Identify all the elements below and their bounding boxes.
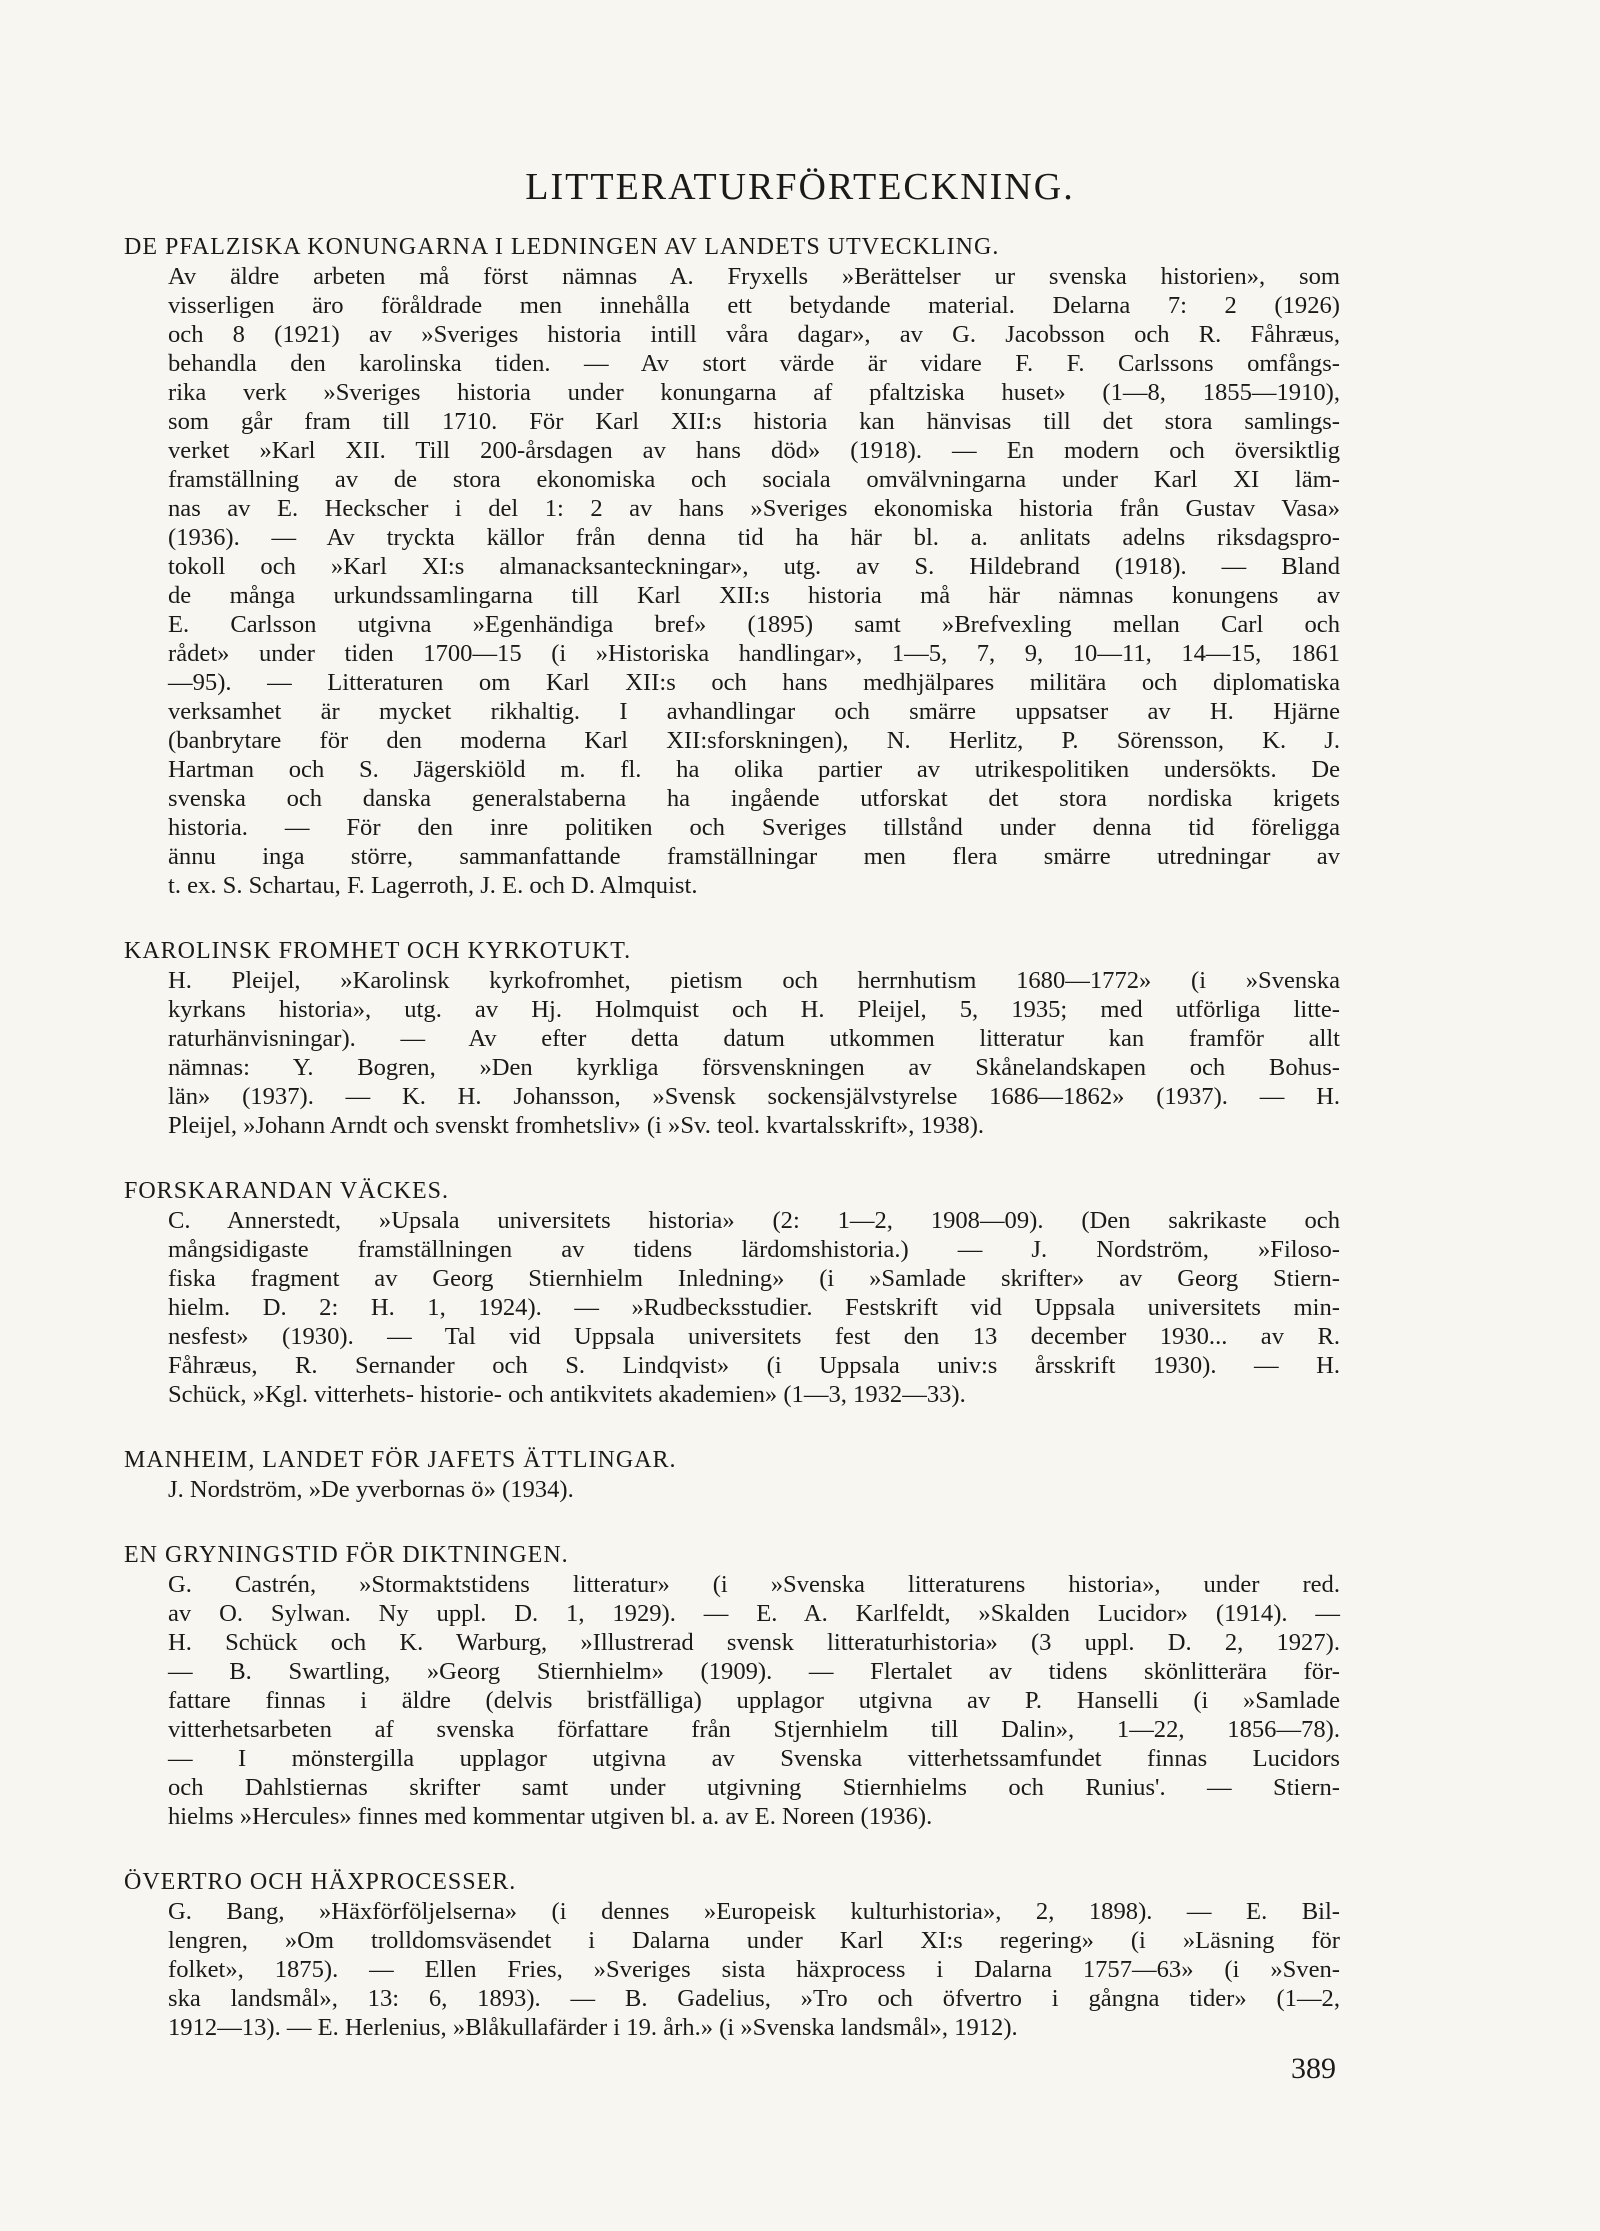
section-gryningstid [124, 1540, 1340, 1831]
bibliography-content [124, 232, 1340, 2078]
text-line: svenska och danska generalstaberna ha ingående utforskat det stora nordiska krigets [168, 785, 1340, 812]
text-line: som går fram till 1710. För Karl XII:s historia kan hänvisas till det stora samlings- [168, 408, 1340, 435]
page-title: LITTERATURFÖRTECKNING. [525, 166, 1075, 209]
section-heading: KAROLINSK FROMHET OCH KYRKOTUKT. [124, 938, 632, 964]
text-line: Schück, »Kgl. vitterhets- historie- och antikvitets akademien» (1—3, 1932—33). [168, 1381, 966, 1408]
text-line: Hartman och S. Jägerskiöld m. fl. ha olika partier av utrikespolitiken undersökts. De [168, 756, 1340, 783]
section-body [168, 1206, 1340, 1409]
section-heading: MANHEIM, LANDET FÖR JAFETS ÄTTLINGAR. [124, 1447, 677, 1473]
text-line: — I mönstergilla upplagor utgivna av Svenska vitterhetssamfundet finnas Lucidors [168, 1745, 1340, 1772]
text-line: kyrkans historia», utg. av Hj. Holmquist och H. Pleijel, 5, 1935; med utförliga litte- [168, 996, 1340, 1023]
section-manheim [124, 1445, 1340, 1504]
text-line: Av äldre arbeten må först nämnas A. Fryxells »Berättelser ur svenska historien», som [168, 263, 1340, 290]
text-line: H. Pleijel, »Karolinsk kyrkofromhet, pietism och herrnhutism 1680—1772» (i »Svenska [168, 967, 1340, 994]
section-pfalziska-konungarna [124, 232, 1340, 900]
text-line: nämnas: Y. Bogren, »Den kyrkliga försvenskningen av Skånelandskapen och Bohus- [168, 1054, 1340, 1081]
text-line: H. Schück och K. Warburg, »Illustrerad svensk litteraturhistoria» (3 uppl. D. 2, 1927). [168, 1629, 1340, 1656]
section-heading: ÖVERTRO OCH HÄXPROCESSER. [124, 1869, 517, 1895]
text-line: J. Nordström, »De yverbornas ö» (1934). [168, 1476, 574, 1503]
text-line: mångsidigaste framställningen av tidens lärdomshistoria.) — J. Nordström, »Filoso- [168, 1236, 1340, 1263]
section-body [168, 1475, 1340, 1504]
text-line: tokoll och »Karl XI:s almanacksanteckningar», utg. av S. Hildebrand (1918). — Bland [168, 553, 1340, 580]
text-line: Pleijel, »Johann Arndt och svenskt fromhetsliv» (i »Sv. teol. kvartalsskrift», 1938). [168, 1112, 985, 1139]
section-heading: DE PFALZISKA KONUNGARNA I LEDNINGEN AV LANDETS UTVECKLING. [124, 234, 1000, 260]
section-heading: EN GRYNINGSTID FÖR DIKTNINGEN. [124, 1542, 569, 1568]
text-line: och 8 (1921) av »Sveriges historia intill våra dagar», av G. Jacobsson och R. Fåhræus, [168, 321, 1340, 348]
section-body [168, 262, 1340, 900]
text-line: ska landsmål», 13: 6, 1893). — B. Gadelius, »Tro och öfvertro i gångna tider» (1—2, [168, 1985, 1340, 2012]
text-line: nesfest» (1930). — Tal vid Uppsala universitets fest den 13 december 1930... av R. [168, 1323, 1340, 1350]
text-line: raturhänvisningar). — Av efter detta datum utkommen litteratur kan framför allt [168, 1025, 1340, 1052]
text-line: vitterhetsarbeten af svenska författare från Stjernhielm till Dalin», 1—22, 1856—78). [168, 1716, 1340, 1743]
text-line: visserligen äro föråldrade men innehålla ett betydande material. Delarna 7: 2 (1926) [168, 292, 1340, 319]
section-karolinsk-fromhet [124, 936, 1340, 1140]
text-line: G. Bang, »Häxförföljelserna» (i dennes »Europeisk kulturhistoria», 2, 1898). — E. Bil- [168, 1898, 1340, 1925]
text-line: behandla den karolinska tiden. — Av stort värde är vidare F. F. Carlssons omfångs- [168, 350, 1340, 377]
section-heading: FORSKARANDAN VÄCKES. [124, 1178, 449, 1204]
section-body [168, 1897, 1340, 2042]
text-line: framställning av de stora ekonomiska och sociala omvälvningarna under Karl XI läm- [168, 466, 1340, 493]
section-body [168, 966, 1340, 1140]
text-line: historia. — För den inre politiken och Sveriges tillstånd under denna tid föreligga [168, 814, 1340, 841]
text-line: G. Castrén, »Stormaktstidens litteratur» (i »Svenska litteraturens historia», under red. [168, 1571, 1340, 1598]
text-line: de många urkundssamlingarna till Karl XII:s historia må här nämnas konungens av [168, 582, 1340, 609]
text-line: ännu inga större, sammanfattande framställningar men flera smärre utredningar av [168, 843, 1340, 870]
text-line: av O. Sylwan. Ny uppl. D. 1, 1929). — E. A. Karlfeldt, »Skalden Lucidor» (1914). — [168, 1600, 1340, 1627]
section-body [168, 1570, 1340, 1831]
text-line: Fåhræus, R. Sernander och S. Lindqvist» (i Uppsala univ:s årsskrift 1930). — H. [168, 1352, 1340, 1379]
text-line: rådet» under tiden 1700—15 (i »Historiska handlingar», 1—5, 7, 9, 10—11, 14—15, 1861 [168, 640, 1340, 667]
text-line: — B. Swartling, »Georg Stiernhielm» (1909). — Flertalet av tidens skönlitterära för- [168, 1658, 1340, 1685]
text-line: lengren, »Om trolldomsväsendet i Dalarna under Karl XI:s regering» (i »Läsning för [168, 1927, 1340, 1954]
text-line: —95). — Litteraturen om Karl XII:s och hans medhjälpares militära och diplomatiska [168, 669, 1340, 696]
text-line: fattare finnas i äldre (delvis bristfälliga) upplagor utgivna av P. Hanselli (i »Samlade [168, 1687, 1340, 1714]
text-line: verksamhet är mycket rikhaltig. I avhandlingar och smärre uppsatser av H. Hjärne [168, 698, 1340, 725]
text-line: rika verk »Sveriges historia under konungarna af pfaltziska huset» (1—8, 1855—1910), [168, 379, 1340, 406]
text-line: hielm. D. 2: H. 1, 1924). — »Rudbecksstudier. Festskrift vid Uppsala universitets min- [168, 1294, 1340, 1321]
page-number: 389 [1291, 2052, 1336, 2085]
section-forskarandan [124, 1176, 1340, 1409]
text-line: 1912—13). — E. Herlenius, »Blåkullafärder i 19. årh.» (i »Svenska landsmål», 1912). [168, 2014, 1018, 2041]
text-line: (1936). — Av tryckta källor från denna tid ha här bl. a. anlitats adelns riksdagspro- [168, 524, 1340, 551]
text-line: nas av E. Heckscher i del 1: 2 av hans »Sveriges ekonomiska historia från Gustav Vasa» [168, 495, 1340, 522]
text-line: (banbrytare för den moderna Karl XII:sforskningen), N. Herlitz, P. Sörensson, K. J. [168, 727, 1340, 754]
text-line: och Dahlstiernas skrifter samt under utgivning Stiernhielms och Runius'. — Stiern- [168, 1774, 1340, 1801]
text-line: fiska fragment av Georg Stiernhielm Inledning» (i »Samlade skrifter» av Georg Stiern- [168, 1265, 1340, 1292]
text-line: län» (1937). — K. H. Johansson, »Svensk sockensjälvstyrelse 1686—1862» (1937). — H. [168, 1083, 1340, 1110]
text-line: hielms »Hercules» finnes med kommentar utgiven bl. a. av E. Noreen (1936). [168, 1803, 933, 1830]
text-line: verket »Karl XII. Till 200-årsdagen av hans död» (1918). — En modern och översiktlig [168, 437, 1340, 464]
text-line: C. Annerstedt, »Upsala universitets historia» (2: 1—2, 1908—09). (Den sakrikaste och [168, 1207, 1340, 1234]
text-line: t. ex. S. Schartau, F. Lagerroth, J. E. och D. Almquist. [168, 872, 698, 899]
section-overtro [124, 1867, 1340, 2042]
text-line: E. Carlsson utgivna »Egenhändiga bref» (1895) samt »Brefvexling mellan Carl och [168, 611, 1340, 638]
text-line: folket», 1875). — Ellen Fries, »Sveriges sista häxprocess i Dalarna 1757—63» (i »Sven- [168, 1956, 1340, 1983]
